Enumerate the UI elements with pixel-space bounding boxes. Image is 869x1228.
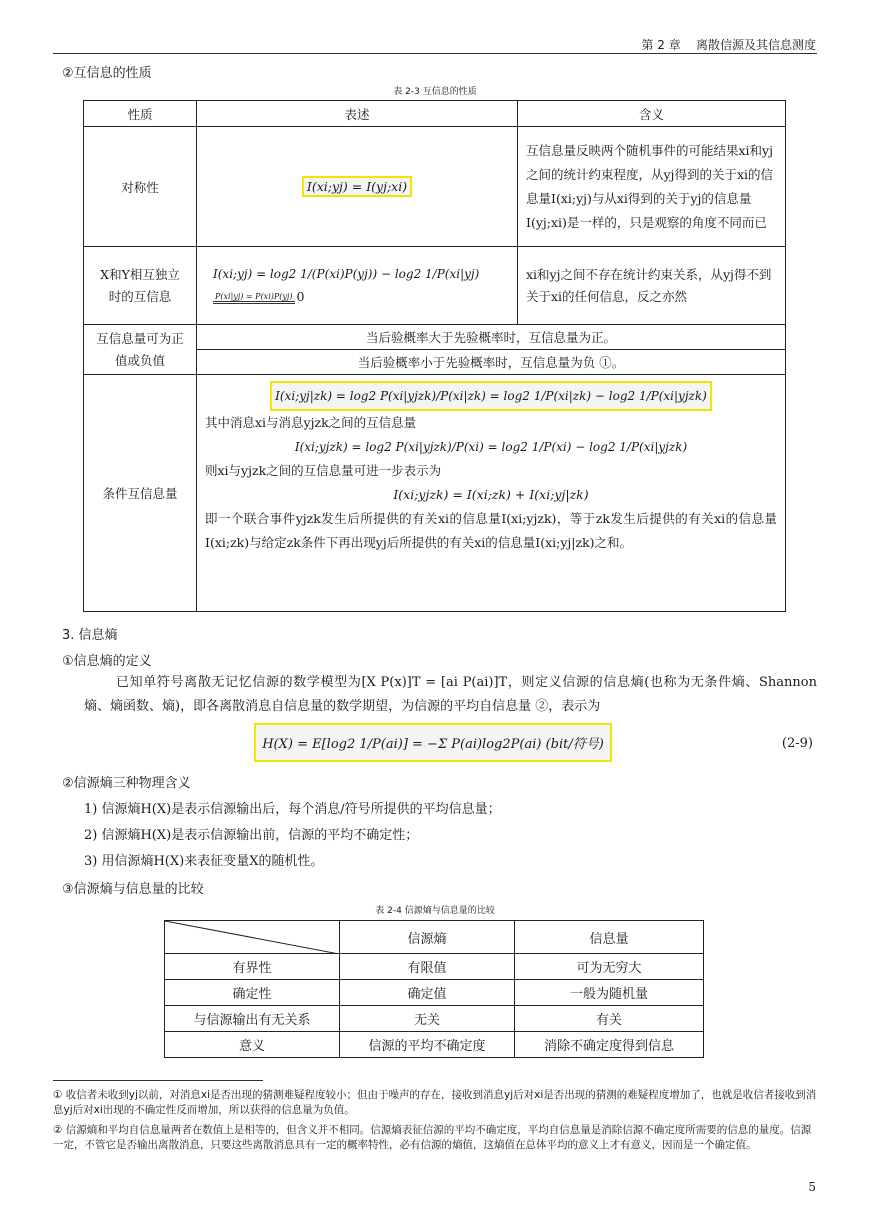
col-information: 信息量 bbox=[515, 921, 704, 954]
footnote-1: ① 收信者未收到yj以前，对消息xi是否出现的猜测难疑程度较小；但由于噪声的存在，接收到消息yj后对xi是否出现的猜测的难疑程度增加了，也就是收信者接收到消息yj后对xi出现的不确定性反而增加，所以获得的信息量为负值。 bbox=[53, 1089, 817, 1116]
row-symmetry-label: 对称性 bbox=[84, 127, 197, 247]
entropy-definition-paragraph: 已知单符号离散无记忆信源的数学模型为[X P(x)]T = [ai P(ai)]T，则定义信源的信息熵(也称为无条件熵、Shannon 熵、熵函数、熵)，即各离散消息自信息量的数学期望，为信源的平均自信息量 ②，表示为 bbox=[84, 675, 817, 714]
col-header-statement: 表述 bbox=[197, 101, 518, 127]
section-entropy-comparison: ③信源熵与信息量的比较 bbox=[62, 882, 204, 897]
page-number: 5 bbox=[808, 1180, 816, 1194]
conditional-text-1: 其中消息xi与消息yjzk之间的互信息量 bbox=[205, 415, 417, 430]
row-symmetry-formula bbox=[197, 127, 518, 247]
col-header-property: 性质 bbox=[84, 101, 197, 127]
row-symmetry-meaning: 互信息量反映两个随机事件的可能结果xi和yj之间的统计约束程度，从yj得到的关于xi的信息量I(xi;yj)与从xi得到的关于yj的信息量I(yj;xi)是一样的，只是观察的角度不同而已 bbox=[518, 127, 786, 247]
cell: 消除不确定度得到信息 bbox=[515, 1032, 704, 1058]
table-row bbox=[165, 980, 704, 1006]
table1-caption: 表 2-3 互信息的性质 bbox=[393, 87, 477, 97]
meaning-1: 1) 信源熵H(X)是表示信源输出后，每个消息/符号所提供的平均信息量； bbox=[84, 802, 501, 817]
running-header bbox=[641, 36, 816, 53]
col-header-meaning: 含义 bbox=[518, 101, 786, 127]
table-row bbox=[165, 1006, 704, 1032]
row-independent-formula bbox=[197, 247, 518, 325]
conditional-formula-3: I(xi;yjzk) = I(xi;zk) + I(xi;yj|zk) bbox=[393, 487, 589, 502]
row-label: 与信源输出有无关系 bbox=[165, 1006, 340, 1032]
header-rule bbox=[53, 53, 817, 54]
conditional-text-2: 则xi与yjzk之间的互信息量可进一步表示为 bbox=[205, 463, 442, 478]
mutual-info-table bbox=[83, 100, 786, 612]
row-label: 确定性 bbox=[165, 980, 340, 1006]
row-sign-label: 互信息量可为正值或负值 bbox=[84, 325, 197, 375]
row-conditional-content bbox=[197, 375, 786, 612]
meaning-3: 3) 用信源熵H(X)来表征变量X的随机性。 bbox=[84, 854, 324, 869]
row-label: 有界性 bbox=[165, 954, 340, 980]
cell: 确定值 bbox=[340, 980, 515, 1006]
diagonal-line bbox=[165, 921, 339, 954]
cell: 有关 bbox=[515, 1006, 704, 1032]
table2-caption: 表 2-4 信源熵与信息量的比较 bbox=[375, 906, 495, 916]
cell: 可为无穷大 bbox=[515, 954, 704, 980]
symmetry-formula: I(xi;yj) = I(yj;xi) bbox=[302, 176, 412, 197]
table-row bbox=[165, 954, 704, 980]
conditional-formula-1: I(xi;yj|zk) = log2 P(xi|yjzk)/P(xi|zk) = log2 1/P(xi|zk) − log2 1/P(xi|yjzk) bbox=[270, 381, 712, 411]
equation-2-9-box bbox=[233, 720, 633, 764]
row-sign-positive: 当后验概率大于先验概率时，互信息量为正。 bbox=[197, 325, 786, 350]
chapter-title: 离散信源及其信息测度 bbox=[695, 38, 816, 52]
footnote-2: ② 信源熵和平均自信息量两者在数值上是相等的，但含义并不相同。信源熵表征信源的平均不确定度，平均自信息量是消除信源不确定度所需要的信息的量度。信源一定，不管它是否输出离散消息，只要这些离散消息具有一定的概率特性，必有信源的熵值，这熵值在总体平均的意义上才有意义，因而是一个确定值。 bbox=[53, 1124, 812, 1151]
cell: 无关 bbox=[340, 1006, 515, 1032]
cell: 一般为随机量 bbox=[515, 980, 704, 1006]
chapter-label: 第 2 章 bbox=[641, 38, 681, 52]
row-label: 意义 bbox=[165, 1032, 340, 1058]
row-conditional-label: 条件互信息量 bbox=[84, 375, 197, 612]
row-independent-label: X和Y相互独立时的互信息 bbox=[84, 247, 197, 325]
col-entropy: 信源熵 bbox=[340, 921, 515, 954]
independence-condition: P(xi|yj) = P(xi)P(yj) bbox=[213, 292, 295, 304]
section-entropy-definition: ①信息熵的定义 bbox=[62, 654, 152, 669]
equation-number: (2-9) bbox=[781, 736, 813, 751]
independent-zero: 0 bbox=[296, 289, 305, 304]
corner-cell bbox=[165, 921, 340, 954]
section-entropy-meanings: ②信源熵三种物理含义 bbox=[62, 776, 191, 791]
cell: 有限值 bbox=[340, 954, 515, 980]
equation-2-9: H(X) = E[log2 1/P(ai)] = −Σ P(ai)log2P(ai) (bit/符号) bbox=[254, 723, 612, 762]
table-row bbox=[165, 1032, 704, 1058]
row-sign-negative: 当后验概率小于先验概率时，互信息量为负 ①。 bbox=[197, 350, 786, 375]
conditional-text-3: 即一个联合事件yjzk发生后所提供的有关xi的信息量I(xi;yjzk)，等于zk发生后提供的有关xi的信息量I(xi;zk)与给定zk条件下再出现yj后所提供的有关xi的信息量I(xi;yj|zk)之和。 bbox=[205, 511, 777, 550]
meaning-2: 2) 信源熵H(X)是表示信源输出前，信源的平均不确定性； bbox=[84, 828, 419, 843]
row-independent-meaning: xi和yj之间不存在统计约束关系，从yj得不到关于xi的任何信息，反之亦然 bbox=[518, 247, 786, 325]
footnote-rule bbox=[53, 1080, 263, 1081]
section-entropy: 3. 信息熵 bbox=[62, 628, 118, 643]
independent-formula: I(xi;yj) = log2 1/(P(xi)P(yj)) − log2 1/P(xi|yj) bbox=[213, 267, 480, 281]
cell: 信源的平均不确定度 bbox=[340, 1032, 515, 1058]
entropy-comparison-table bbox=[164, 920, 704, 1058]
section-mutual-properties: ②互信息的性质 bbox=[62, 66, 152, 81]
conditional-formula-2: I(xi;yjzk) = log2 P(xi|yjzk)/P(xi) = log2 1/P(xi) − log2 1/P(xi|yjzk) bbox=[294, 440, 688, 454]
